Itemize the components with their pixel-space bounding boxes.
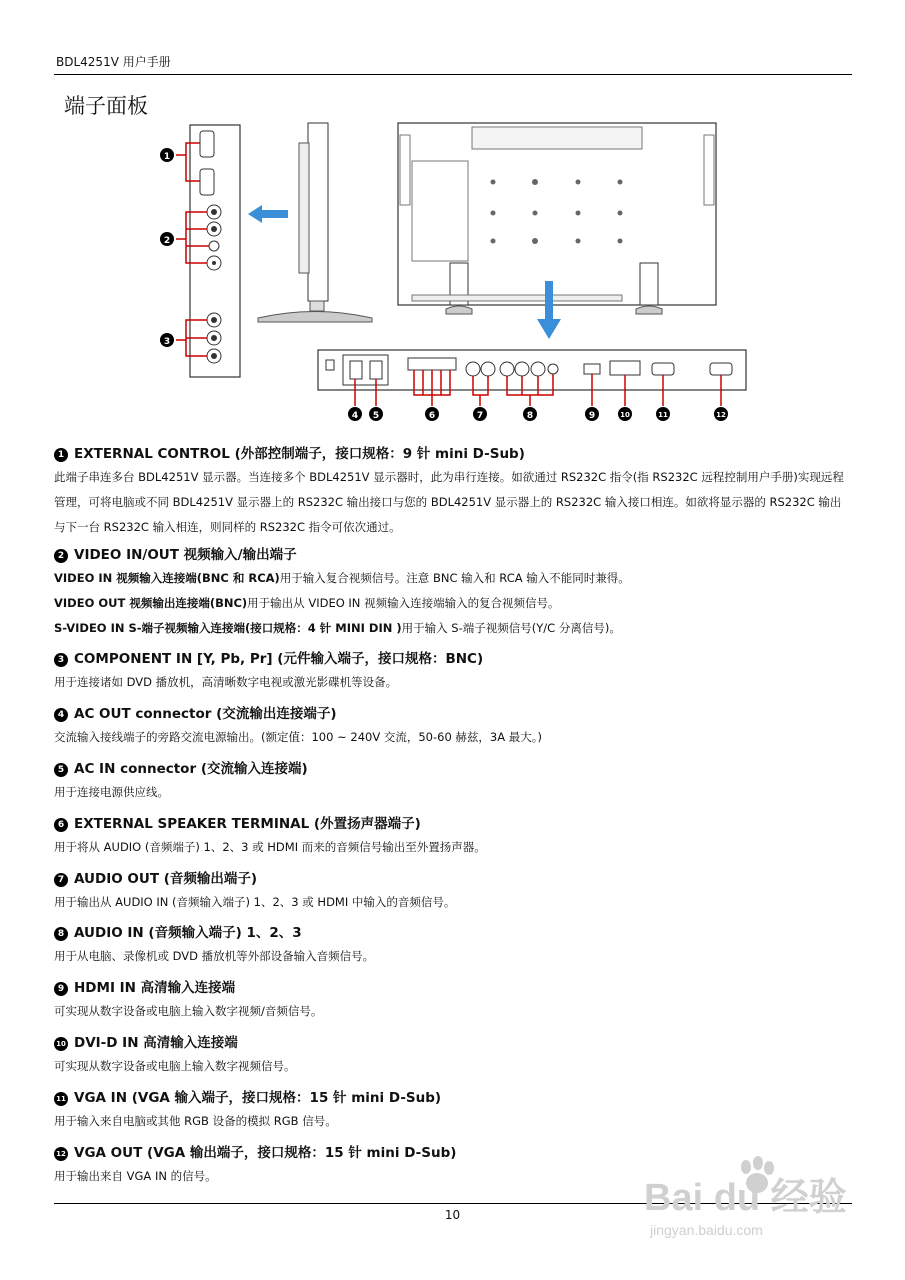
line-label: S-VIDEO IN S-端子视频输入连接端(接口规格：4 针 MINI DIN ) (54, 621, 402, 635)
section-10 (54, 1031, 851, 1079)
section-heading: AC OUT connector (交流输出连接端子) (74, 706, 337, 722)
section-11 (54, 1086, 851, 1134)
callout-11-label: 11 (658, 411, 668, 419)
callout-7-label: 7 (476, 411, 484, 421)
callout-2-label: 2 (163, 236, 171, 246)
section-5 (54, 757, 851, 805)
section-body: 用于输入来自电脑或其他 RGB 设备的模拟 RGB 信号。 (54, 1114, 337, 1128)
callout-4-label: 4 (351, 411, 359, 421)
line-text: 用于输出从 VIDEO IN 视频输入连接端输入的复合视频信号。 (247, 596, 560, 610)
callout-8-label: 8 (526, 411, 534, 421)
number-badge: 9 (54, 982, 68, 996)
header-rule (54, 74, 852, 75)
section-9 (54, 976, 851, 1024)
section-body: 用于输出从 AUDIO IN (音频输入端子) 1、2、3 或 HDMI 中输入的音频信号。 (54, 895, 456, 909)
number-badge: 4 (54, 708, 68, 722)
section-heading: AUDIO IN (音频输入端子) 1、2、3 (74, 925, 302, 941)
monitor-side-view (308, 123, 328, 301)
line-text: 用于输入复合视频信号。注意 BNC 输入和 RCA 输入不能同时兼得。 (279, 571, 630, 585)
section-body: 可实现从数字设备或电脑上输入数字视频信号。 (54, 1059, 296, 1073)
callout-5-label: 5 (372, 411, 380, 421)
section-heading: AUDIO OUT (音频输出端子) (74, 871, 258, 887)
number-badge: 10 (54, 1037, 68, 1051)
callout-1-label: 1 (163, 152, 171, 162)
callout-9-label: 9 (588, 411, 596, 421)
number-badge: 5 (54, 763, 68, 777)
section-heading: COMPONENT IN [Y, Pb, Pr] (元件输入端子，接口规格：BNC) (74, 651, 484, 667)
terminal-panel-diagram (150, 113, 755, 430)
callout-12-label: 12 (716, 411, 726, 419)
section-4 (54, 702, 851, 750)
section-heading: AC IN connector (交流输入连接端) (74, 761, 308, 777)
section-heading: VGA OUT (VGA 输出端子，接口规格：15 针 mini D-Sub) (74, 1145, 457, 1161)
section-body: 用于将从 AUDIO (音频端子) 1、2、3 或 HDMI 而来的音频信号输出至外置扬声器。 (54, 840, 486, 854)
section-heading: HDMI IN 高清输入连接端 (74, 980, 236, 996)
page-title: 端子面板 (64, 94, 148, 118)
number-badge: 7 (54, 873, 68, 887)
section-3 (54, 647, 851, 695)
section-heading: DVI-D IN 高清输入连接端 (74, 1035, 238, 1051)
number-badge: 11 (54, 1092, 68, 1106)
number-badge: 2 (54, 549, 68, 563)
section-body: 交流输入接线端子的旁路交流电源输出。(额定值：100 ~ 240V 交流，50-60 赫兹，3A 最大。) (54, 730, 542, 744)
line-text: 用于输入 S-端子视频信号(Y/C 分离信号)。 (401, 621, 621, 635)
number-badge: 6 (54, 818, 68, 832)
number-badge: 8 (54, 927, 68, 941)
line-label: VIDEO OUT 视频输出连接端(BNC) (54, 596, 248, 610)
section-2 (54, 543, 851, 641)
arrow-left-icon (248, 205, 288, 223)
callout-6-label: 6 (428, 411, 436, 421)
line-label: VIDEO IN 视频输入连接端(BNC 和 RCA) (54, 571, 280, 585)
section-1 (54, 442, 851, 540)
watermark-brand: Bai du 经验 (644, 1177, 847, 1219)
page-number: 10 (444, 1208, 461, 1222)
section-body: 用于从电脑、录像机或 DVD 播放机等外部设备输入音频信号。 (54, 949, 375, 963)
number-badge: 12 (54, 1147, 68, 1161)
callout-3-label: 3 (163, 337, 171, 347)
running-header: BDL4251V 用户手册 (56, 55, 171, 69)
section-8 (54, 921, 851, 969)
callout-10-label: 10 (620, 411, 630, 419)
section-7 (54, 867, 851, 915)
section-heading: VIDEO IN/OUT 视频输入/输出端子 (74, 547, 297, 563)
section-body: 用于连接电源供应线。 (54, 785, 169, 799)
number-badge: 1 (54, 448, 68, 462)
baidu-watermark (640, 1155, 860, 1240)
section-heading: VGA IN (VGA 输入端子，接口规格：15 针 mini D-Sub) (74, 1090, 442, 1106)
section-heading: EXTERNAL CONTROL (外部控制端子，接口规格：9 针 mini D-Sub) (74, 446, 525, 462)
number-badge: 3 (54, 653, 68, 667)
watermark-url: jingyan.baidu.com (650, 1222, 763, 1238)
section-heading: EXTERNAL SPEAKER TERMINAL (外置扬声器端子) (74, 816, 421, 832)
section-body: 此端子串连多台 BDL4251V 显示器。当连接多个 BDL4251V 显示器时，此为串行连接。如欲通过 RS232C 指令(指 RS232C 远程控制用户手册)实现远程管理，可将电脑或不同 BDL4251V 显示器上的 RS232C 输出接口与您的 BDL4251V 显示器上的 RS232C 输入接口相连。如欲将显示器的 RS232C 输出与下一台 RS232C 输入相连，则同样的 RS232C 指令可依次通过。 (54, 470, 844, 534)
section-body: 用于连接诸如 DVD 播放机，高清晰数字电视或激光影碟机等设备。 (54, 675, 398, 689)
section-body: 用于输出来自 VGA IN 的信号。 (54, 1169, 217, 1183)
section-6 (54, 812, 851, 860)
section-body: 可实现从数字设备或电脑上输入数字视频/音频信号。 (54, 1004, 323, 1018)
